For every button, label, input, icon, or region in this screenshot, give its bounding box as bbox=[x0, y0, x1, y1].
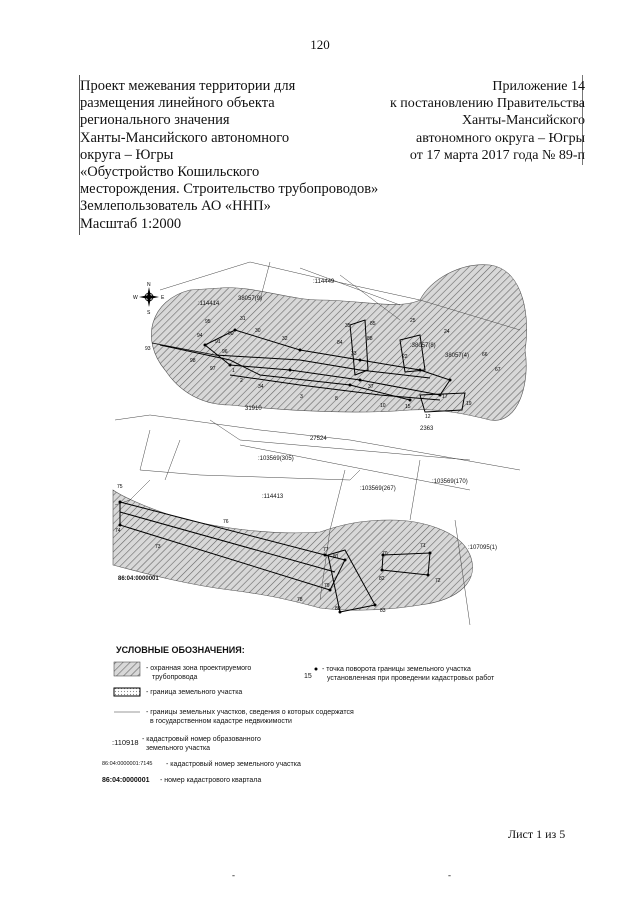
legend-text: - кадастровый номер образованного bbox=[142, 736, 261, 743]
legend-text: - границы земельных участков, сведения о которых содержатся bbox=[146, 709, 354, 716]
legend-protect-zone bbox=[146, 664, 251, 682]
compass-w: W bbox=[133, 295, 138, 301]
compass-e: E bbox=[161, 295, 165, 301]
point-label: 74 bbox=[115, 528, 121, 534]
point-label: 37 bbox=[368, 384, 374, 390]
legend-text: установленная при проведении кадастровых работ bbox=[327, 675, 495, 682]
point-label: 84 bbox=[337, 340, 343, 346]
legend-new-cad-sample: :110918 bbox=[112, 738, 139, 747]
page-number: 120 bbox=[310, 37, 330, 52]
title-line: Ханты-Мансийского автономного bbox=[80, 129, 290, 146]
point-label: 95 bbox=[205, 319, 211, 325]
compass-n: N bbox=[147, 282, 151, 288]
footer-mark: - bbox=[448, 870, 451, 880]
cad-label: :107095(1) bbox=[468, 545, 498, 551]
cad-label: :103569(267) bbox=[360, 486, 396, 492]
legend-point-swatch bbox=[315, 668, 318, 671]
legend-registered-boundary bbox=[146, 708, 354, 726]
cad-label: :114449 bbox=[313, 279, 335, 285]
point-label: 3 bbox=[300, 394, 303, 400]
point-label: 34 bbox=[258, 384, 264, 390]
point-label: 83 bbox=[380, 608, 386, 614]
sheet-number: Лист 1 из 5 bbox=[508, 827, 566, 841]
point-label: 24 bbox=[444, 329, 450, 335]
point-label: 19 bbox=[466, 401, 472, 407]
point-label: 35 bbox=[345, 323, 351, 329]
appendix-line: Ханты-Мансийского bbox=[461, 113, 585, 129]
legend-text: трубопровода bbox=[152, 674, 198, 681]
point-label: 67 bbox=[495, 367, 501, 373]
legend-new-cad bbox=[142, 735, 261, 753]
point-label: 70 bbox=[382, 551, 388, 557]
point-label: 81 bbox=[333, 554, 339, 560]
point-label: 78 bbox=[297, 597, 303, 603]
title-line: Землепользователь АО «ННП» bbox=[80, 198, 271, 215]
legend-quarter: - номер кадастрового квартала bbox=[160, 777, 262, 784]
cad-label: 27524 bbox=[310, 436, 327, 442]
point-label: 10 bbox=[380, 403, 386, 409]
point-label: 90 bbox=[228, 331, 234, 337]
point-label: 91 bbox=[215, 339, 221, 345]
legend-text: - охранная зона проектируемого bbox=[146, 665, 252, 672]
point-label: 79 bbox=[324, 583, 330, 589]
quarter-label: 86:04:0000001 bbox=[118, 576, 159, 582]
point-label: 71 bbox=[420, 543, 426, 549]
title-line: размещения линейного объекта bbox=[80, 95, 275, 112]
cad-label: 38057(4) bbox=[445, 353, 470, 359]
point-label: 82 bbox=[379, 576, 385, 582]
point-label: 72 bbox=[435, 578, 441, 584]
appendix-line: к постановлению Правительства bbox=[389, 96, 585, 112]
legend-text: в государственном кадастре недвижимости bbox=[150, 718, 292, 725]
point-label: 97 bbox=[210, 366, 216, 372]
title-line: округа – Югры bbox=[80, 146, 174, 163]
point-label: 1 bbox=[232, 368, 235, 374]
point-label: 94 bbox=[197, 333, 203, 339]
point-label: 77 bbox=[323, 547, 329, 553]
legend-parcel-cad-sample: 86:04:0000001:7145 bbox=[102, 761, 153, 767]
cad-label: 2363 bbox=[420, 426, 434, 432]
legend-text: - точка поворота границы земельного участка bbox=[322, 666, 471, 673]
legend-text: земельного участка bbox=[146, 745, 211, 752]
cad-label: :103569(170) bbox=[432, 479, 468, 485]
appendix-line: Приложение 14 bbox=[492, 79, 585, 94]
legend-parcel-swatch bbox=[114, 688, 140, 696]
point-label: 76 bbox=[223, 519, 229, 525]
point-label: 33 bbox=[351, 351, 357, 357]
point-label: 25 bbox=[410, 318, 416, 324]
cad-label: 31910 bbox=[245, 406, 262, 412]
point-label: 22 bbox=[402, 354, 408, 360]
point-label: 17 bbox=[442, 394, 448, 400]
point-label: 80 bbox=[335, 606, 341, 612]
footer-mark: - bbox=[232, 870, 235, 880]
point-label: 93 bbox=[145, 346, 151, 352]
title-line: месторождения. Строительство трубопроводов» bbox=[80, 181, 379, 198]
appendix-line: автономного округа – Югры bbox=[416, 130, 585, 146]
legend-parcel-boundary: - граница земельного участка bbox=[146, 689, 243, 696]
legend-title: УСЛОВНЫЕ ОБОЗНАЧЕНИЯ: bbox=[116, 645, 245, 655]
point-label: 98 bbox=[190, 358, 196, 364]
legend-hatch-swatch bbox=[114, 662, 140, 676]
point-label: 2 bbox=[240, 378, 243, 384]
cad-label: :114413 bbox=[262, 494, 284, 500]
point-label: 8 bbox=[335, 396, 338, 402]
point-label: 12 bbox=[425, 414, 431, 420]
point-label: 73 bbox=[155, 544, 161, 550]
cad-label: 38057(9) bbox=[238, 296, 263, 302]
point-label: 31 bbox=[240, 316, 246, 322]
compass-s: S bbox=[147, 310, 151, 316]
point-label: 66 bbox=[482, 352, 488, 358]
point-label: 30 bbox=[255, 328, 261, 334]
legend-quarter-sample: 86:04:0000001 bbox=[102, 777, 150, 784]
scale-line: Масштаб 1:2000 bbox=[80, 215, 182, 232]
cad-label: :114414 bbox=[198, 301, 220, 307]
title-line: Проект межевания территории для bbox=[80, 78, 296, 94]
point-label: 32 bbox=[282, 336, 288, 342]
cad-label: :38057(8) bbox=[410, 343, 436, 349]
legend-parcel-cad: - кадастровый номер земельного участка bbox=[166, 761, 301, 768]
point-label: 15 bbox=[405, 404, 411, 410]
point-label: 85 bbox=[370, 321, 376, 327]
title-line: «Обустройство Кошильского bbox=[80, 164, 260, 181]
appendix-line: от 17 марта 2017 года № 89-п bbox=[409, 147, 585, 163]
title-line: регионального значения bbox=[80, 112, 230, 129]
point-label: 88 bbox=[367, 336, 373, 342]
point-label: 96 bbox=[222, 349, 228, 355]
legend-point-number: 15 bbox=[304, 673, 312, 680]
cad-label: :103569(305) bbox=[258, 456, 294, 462]
legend-turn-point bbox=[322, 665, 494, 683]
point-label: 75 bbox=[117, 484, 123, 490]
